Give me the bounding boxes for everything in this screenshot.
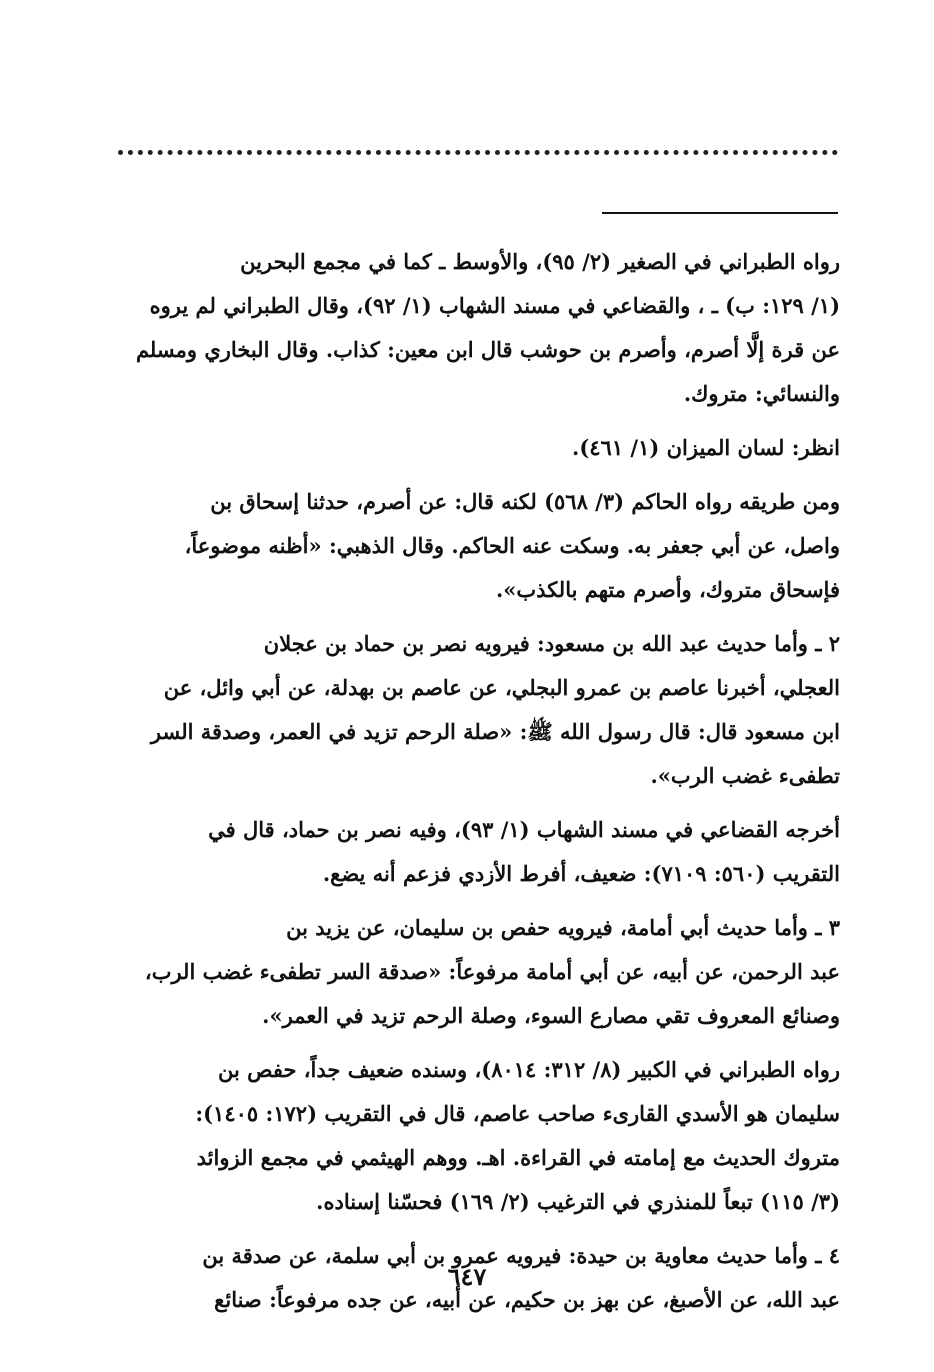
text-line: انظر: لسان الميزان (١/ ٤٦١). (572, 435, 840, 460)
text-line: ٢ ـ وأما حديث عبد الله بن مسعود: فيرويه نصر بن حماد بن عجلان (263, 631, 840, 656)
text-line: تطفىء غضب الرب». (650, 763, 840, 788)
text-line: عبد الرحمن، عن أبيه، عن أبي أمامة مرفوعاً: «صدقة السر تطفىء غضب الرب، (144, 959, 840, 984)
text-line: واصل، عن أبي جعفر به. وسكت عنه الحاكم. وقال الذهبي: «أظنه موضوعاً، (184, 533, 840, 558)
text-line: رواه الطبراني في الكبير (٨/ ٣١٢: ٨٠١٤)، وسنده ضعيف جداً، حفص بن (218, 1057, 840, 1082)
paragraph (112, 808, 840, 896)
text-line: فإسحاق متروك، وأصرم متهم بالكذب». (495, 577, 840, 602)
text-line: ٣ ـ وأما حديث أبي أمامة، فيرويه حفص بن سليمان، عن يزيد بن (286, 915, 840, 940)
text-line: التقريب (٥٦٠: ٧١٠٩): ضعيف، أفرط الأزدي فزعم أنه يضع. (322, 861, 840, 886)
text-line: متروك الحديث مع إمامته في القراءة. اهـ. ووهم الهيثمي في مجمع الزوائد (196, 1145, 840, 1170)
paragraph (112, 240, 840, 416)
page-number: ٦٤٧ (447, 1262, 487, 1291)
text-line: عبد الله، عن الأصبغ، عن بهز بن حكيم، عن أبيه، عن جده مرفوعاً: صنائع (214, 1287, 840, 1312)
paragraph (112, 480, 840, 612)
text-line: ابن مسعود قال: قال رسول الله ﷺ: «صلة الرحم تزيد في العمر، وصدقة السر (150, 719, 840, 744)
footnote-text (112, 240, 840, 1332)
text-line: ٤ ـ وأما حديث معاوية بن حيدة: فيرويه عمرو بن أبي سلمة، عن صدقة بن (202, 1243, 840, 1268)
footnote-rule (602, 212, 838, 214)
paragraph (112, 1048, 840, 1224)
text-line: (١/ ١٢٩: ب) ـ ، والقضاعي في مسند الشهاب (١/ ٩٢)، وقال الطبراني لم يروه (149, 293, 840, 318)
text-line: العجلي، أخبرنا عاصم بن عمرو البجلي، عن عاصم بن بهدلة، عن أبي وائل، عن (163, 675, 840, 700)
dotted-separator (118, 150, 838, 155)
text-line: أخرجه القضاعي في مسند الشهاب (١/ ٩٣)، وفيه نصر بن حماد، قال في (208, 817, 840, 842)
text-line: عن قرة إلَّا أصرم، وأصرم بن حوشب قال ابن معين: كذاب. وقال البخاري ومسلم (135, 337, 840, 362)
text-line: سليمان هو الأسدي القارىء صاحب عاصم، قال في التقريب (١٧٢: ١٤٠٥): (195, 1101, 840, 1126)
paragraph (112, 622, 840, 798)
paragraph (112, 426, 840, 470)
text-line: رواه الطبراني في الصغير (٢/ ٩٥)، والأوسط ـ كما في مجمع البحرين (240, 249, 840, 274)
text-line: ومن طريقه رواه الحاكم (٣/ ٥٦٨) لكنه قال: عن أصرم، حدثنا إسحاق بن (210, 489, 840, 514)
text-line: والنسائي: متروك. (683, 381, 840, 406)
text-line: وصنائع المعروف تقي مصارع السوء، وصلة الرحم تزيد في العمر». (262, 1003, 840, 1028)
paragraph (112, 906, 840, 1038)
text-line: (٣/ ١١٥) تبعاً للمنذري في الترغيب (٢/ ١٦٩) فحسّنا إسناده. (316, 1189, 840, 1214)
